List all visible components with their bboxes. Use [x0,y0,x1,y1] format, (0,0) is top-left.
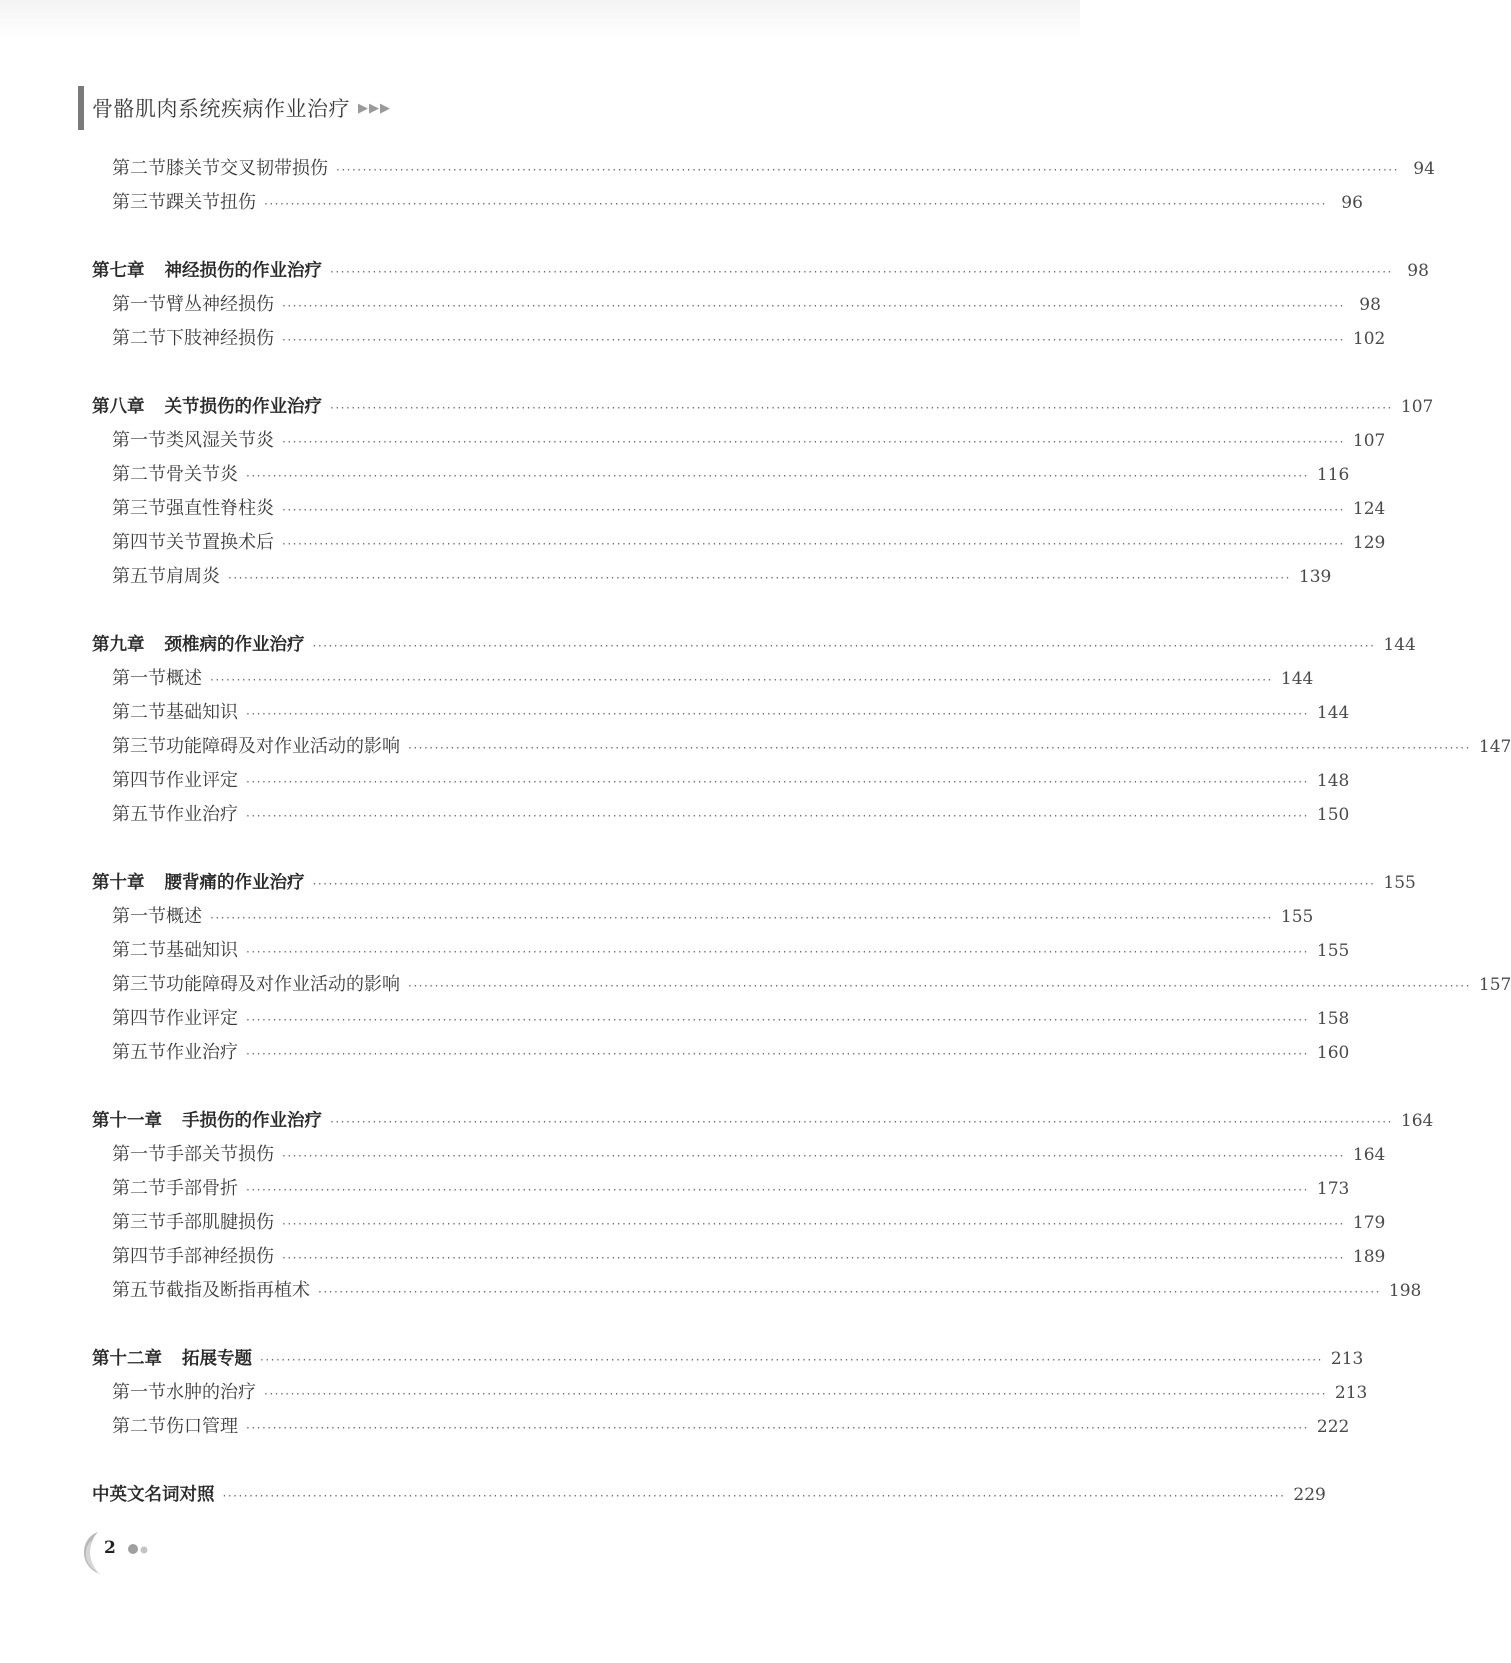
toc-entry-number: 第三节 [112,974,166,995]
running-header [78,86,391,130]
toc-entry-number: 第四节 [112,532,166,553]
toc-spacer [92,220,998,254]
toc-leader-dots: ········································································································································································································ [336,163,1399,177]
toc-section-entry[interactable] [92,1172,1350,1206]
toc-section-entry[interactable] [92,662,1314,696]
toc-leader-dots: ········································································································································································································ [282,1217,1345,1231]
toc-leader-dots: ········································································································································································································ [330,401,1393,415]
toc-leader-dots: ········································································································································································································ [318,1285,1381,1299]
toc-page-number: 144 [1280,669,1314,689]
toc-page-number: 179 [1352,1213,1386,1233]
toc-section-entry[interactable] [92,1410,1350,1444]
toc-section-entry[interactable] [92,1240,1386,1274]
toc-entry-number: 第二节 [112,702,166,723]
toc-page-number: 157 [1478,975,1511,995]
toc-leader-dots: ········································································································································································································ [408,741,1471,755]
toc-leader-dots: ········································································································································································································ [282,503,1345,517]
toc-section-entry[interactable] [92,322,1386,356]
toc-entry-number: 第五节 [112,1042,166,1063]
toc-leader-dots: ········································································································································································································ [210,673,1273,687]
toc-entry-title: 基础知识 [166,940,238,961]
toc-entry-title: 手部肌腱损伤 [166,1212,274,1233]
toc-page-number: 229 [1293,1485,1326,1505]
toc-leader-dots: ········································································································································································································ [246,707,1309,721]
toc-leader-dots: ········································································································································································································ [246,1421,1309,1435]
toc-leader-dots: ········································································································································································································ [210,911,1273,925]
toc-leader-dots: ········································································································································································································ [246,469,1309,483]
toc-leader-dots: ········································································································································································································ [260,1353,1323,1367]
toc-entry-title: 骨关节炎 [166,464,238,485]
toc-section-entry[interactable] [92,526,1386,560]
toc-leader-dots: ········································································································································································································ [282,1251,1345,1265]
toc-entry-number: 第三节 [112,736,166,757]
toc-entry-title: 膝关节交叉韧带损伤 [166,158,328,179]
toc-entry-title: 臂丛神经损伤 [166,294,274,315]
header-arrows-icon: ▶▶▶ [358,100,391,116]
toc-entry-number: 第五节 [112,804,166,825]
toc-leader-dots: ········································································································································································································ [264,1387,1327,1401]
toc-leader-dots: ········································································································································································································ [264,197,1327,211]
toc-entry-number: 第一节 [112,1382,166,1403]
toc-entry-number: 第三节 [112,1212,166,1233]
toc-page-number: 213 [1330,1349,1364,1369]
toc-page-number: 124 [1352,499,1386,519]
toc-leader-dots: ········································································································································································································ [282,537,1345,551]
toc-leader-dots: ········································································································································································································ [222,1489,1286,1503]
toc-page-number: 198 [1388,1281,1422,1301]
toc-section-entry[interactable] [92,186,1363,220]
toc-page-number: 139 [1298,567,1332,587]
toc-entry-title: 肩周炎 [166,566,220,587]
toc-section-entry[interactable] [92,458,1350,492]
toc-entry-title: 下肢神经损伤 [166,328,274,349]
toc-section-entry[interactable] [92,1206,1386,1240]
toc-page-number: 144 [1316,703,1350,723]
toc-chapter-entry[interactable] [92,866,1416,900]
page-footer [74,1528,194,1578]
toc-entry-title: 伤口管理 [166,1416,238,1437]
toc-page-number: 189 [1352,1247,1386,1267]
toc-entry-number: 第一节 [112,1144,166,1165]
toc-spacer [92,1070,998,1104]
toc-section-entry[interactable] [92,560,1332,594]
toc-page-number: 164 [1400,1111,1434,1131]
toc-spacer [92,356,998,390]
toc-section-entry[interactable] [92,1274,1422,1308]
toc-section-entry[interactable] [92,934,1350,968]
toc-entry-number: 第二节 [112,940,166,961]
toc-entry-number: 第七章 [92,261,145,281]
toc-entry-number: 第九章 [92,635,145,655]
toc-leader-dots: ········································································································································································································ [246,1047,1309,1061]
toc-leader-dots: ········································································································································································································ [282,1149,1345,1163]
toc-chapter-entry[interactable] [92,390,1434,424]
toc-leader-dots: ········································································································································································································ [246,945,1309,959]
toc-chapter-entry[interactable] [92,1104,1434,1138]
toc-section-entry[interactable] [92,730,1511,764]
toc-page-number: 155 [1383,873,1416,893]
toc-page-number: 173 [1316,1179,1350,1199]
toc-section-entry[interactable] [92,1138,1386,1172]
toc-entry-title: 作业治疗 [166,1042,238,1063]
toc-leader-dots: ········································································································································································································ [282,299,1345,313]
toc-entry-number: 第十章 [92,873,145,893]
toc-page-number: 98 [1407,261,1429,281]
toc-entry-number: 第一节 [112,294,166,315]
toc-entry-title: 关节损伤的作业治疗 [164,397,322,417]
toc-page-number: 107 [1400,397,1434,417]
toc-chapter-entry[interactable] [92,1342,1364,1376]
toc-leader-dots: ········································································································································································································ [330,265,1393,279]
toc-page-number: 164 [1352,1145,1386,1165]
toc-chapter-entry[interactable] [92,254,1429,288]
toc-section-entry[interactable] [92,1036,1350,1070]
toc-entry-number: 第二节 [112,1178,166,1199]
toc-page-number: 96 [1341,193,1363,213]
toc-entry-number: 第五节 [112,566,166,587]
toc-spacer [92,832,998,866]
toc-entry-number: 第十一章 [92,1111,162,1131]
toc-section-entry[interactable] [92,900,1314,934]
toc-entry-title: 神经损伤的作业治疗 [164,261,322,281]
toc-section-entry[interactable] [92,288,1381,322]
toc-entry-title: 水肿的治疗 [166,1382,256,1403]
toc-section-entry[interactable] [92,968,1511,1002]
toc-section-entry[interactable] [92,798,1350,832]
toc-section-entry[interactable] [92,492,1386,526]
toc-page-number: 160 [1316,1043,1350,1063]
toc-leader-dots: ········································································································································································································ [330,1115,1393,1129]
toc-entry-number: 第二节 [112,1416,166,1437]
toc-spacer [92,594,998,628]
toc-entry-title: 手部关节损伤 [166,1144,274,1165]
toc-page-number: 116 [1316,465,1350,485]
toc-entry-title: 手部骨折 [166,1178,238,1199]
toc-entry-number: 第十二章 [92,1349,162,1369]
book-title: 骨骼肌肉系统疾病作业治疗 [92,97,350,121]
toc-leader-dots: ········································································································································································································ [282,435,1345,449]
toc-entry-title: 截指及断指再植术 [166,1280,310,1301]
toc-entry-title: 关节置换术后 [166,532,274,553]
toc-entry-title: 踝关节扭伤 [166,192,256,213]
toc-page-number: 148 [1316,771,1350,791]
toc-entry-title: 功能障碍及对作业活动的影响 [166,736,400,757]
toc-page-number: 102 [1352,329,1386,349]
toc-entry-title: 作业评定 [166,770,238,791]
toc-entry-number: 第三节 [112,192,166,213]
toc-section-entry[interactable] [92,424,1386,458]
toc-page-number: 150 [1316,805,1350,825]
toc-page-number: 144 [1383,635,1416,655]
toc-page-number: 155 [1316,941,1350,961]
toc-entry-title: 中英文名词对照 [92,1485,215,1505]
toc-page-number: 147 [1478,737,1511,757]
toc-entry-number: 第一节 [112,668,166,689]
toc-section-entry[interactable] [92,1376,1368,1410]
toc-entry-title: 作业治疗 [166,804,238,825]
toc-leader-dots: ········································································································································································································ [246,775,1309,789]
toc-chapter-entry[interactable] [92,1478,1326,1512]
toc-page-number: 158 [1316,1009,1350,1029]
toc-entry-title: 手部神经损伤 [166,1246,274,1267]
toc-page-number: 155 [1280,907,1314,927]
table-of-contents [92,152,1511,1512]
toc-page-number: 94 [1413,159,1435,179]
toc-leader-dots: ········································································································································································································ [228,571,1291,585]
toc-page-number: 129 [1352,533,1386,553]
toc-leader-dots: ········································································································································································································ [312,639,1376,653]
toc-entry-title: 类风湿关节炎 [166,430,274,451]
toc-entry-title: 强直性脊柱炎 [166,498,274,519]
toc-entry-number: 第四节 [112,1246,166,1267]
toc-entry-number: 第五节 [112,1280,166,1301]
toc-entry-number: 第一节 [112,430,166,451]
toc-page-number: 107 [1352,431,1386,451]
toc-page-number: 98 [1359,295,1381,315]
toc-entry-title: 概述 [166,906,202,927]
toc-leader-dots: ········································································································································································································ [246,1183,1309,1197]
toc-entry-title: 作业评定 [166,1008,238,1029]
toc-entry-number: 第一节 [112,906,166,927]
toc-leader-dots: ········································································································································································································ [312,877,1376,891]
toc-entry-title: 颈椎病的作业治疗 [164,635,305,655]
header-bar [78,86,84,130]
toc-spacer [92,1308,998,1342]
toc-entry-title: 基础知识 [166,702,238,723]
footer-ornament-icon [74,1528,184,1580]
toc-leader-dots: ········································································································································································································ [246,1013,1309,1027]
toc-leader-dots: ········································································································································································································ [246,809,1309,823]
toc-entry-number: 第二节 [112,158,166,179]
toc-entry-title: 手损伤的作业治疗 [182,1111,322,1131]
toc-entry-title: 概述 [166,668,202,689]
toc-entry-number: 第二节 [112,464,166,485]
toc-chapter-entry[interactable] [92,628,1416,662]
toc-entry-title: 拓展专题 [182,1349,252,1369]
toc-entry-title: 腰背痛的作业治疗 [164,873,305,893]
toc-entry-number: 第二节 [112,328,166,349]
toc-section-entry[interactable] [92,764,1350,798]
toc-page-number: 222 [1316,1417,1350,1437]
toc-leader-dots: ········································································································································································································ [408,979,1471,993]
toc-entry-number: 第四节 [112,770,166,791]
toc-section-entry[interactable] [92,1002,1350,1036]
toc-page-number: 213 [1334,1383,1368,1403]
toc-entry-number: 第四节 [112,1008,166,1029]
toc-spacer [92,1444,998,1478]
toc-entry-title: 功能障碍及对作业活动的影响 [166,974,400,995]
toc-leader-dots: ········································································································································································································ [282,333,1345,347]
toc-section-entry[interactable] [92,696,1350,730]
toc-entry-number: 第三节 [112,498,166,519]
toc-section-entry[interactable] [92,152,1435,186]
page-number: 2 [104,1538,116,1558]
toc-entry-number: 第八章 [92,397,145,417]
